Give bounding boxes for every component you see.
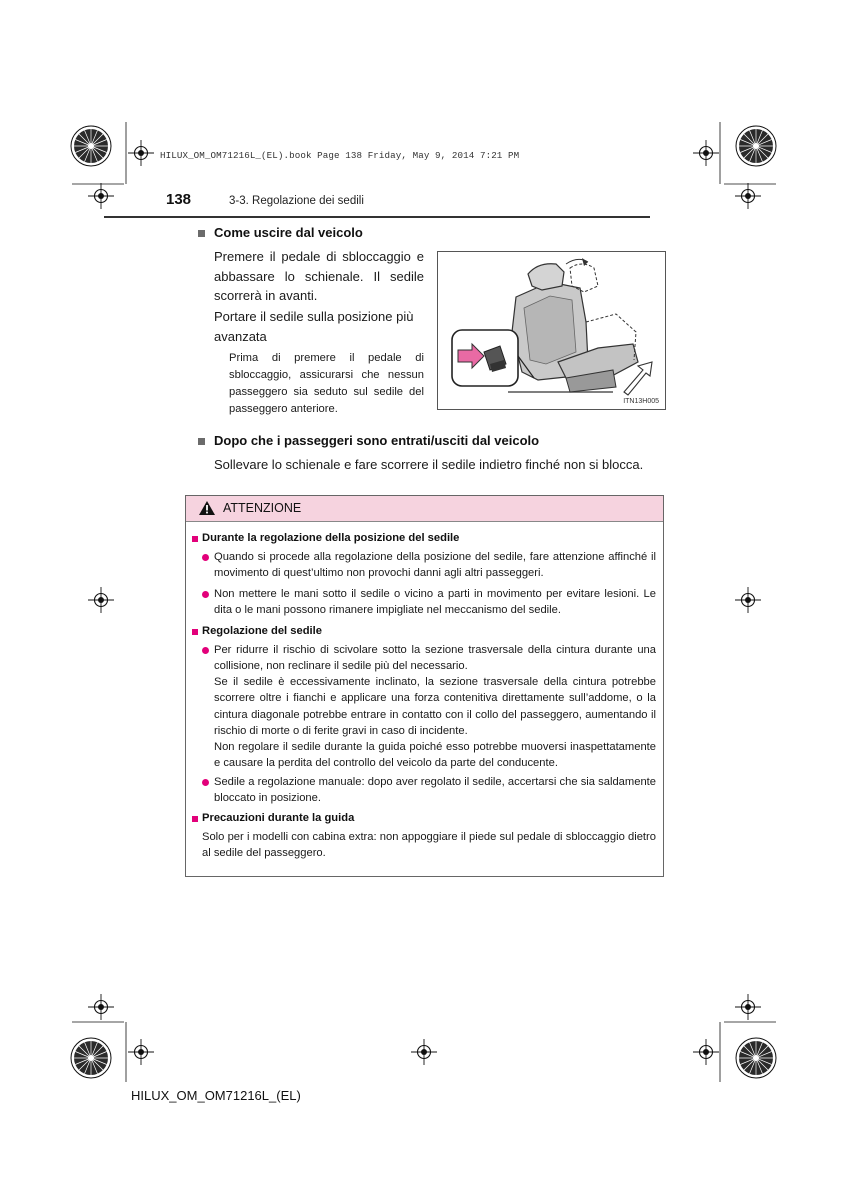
pink-bullet-icon	[202, 554, 209, 561]
pink-bullet-icon	[202, 591, 209, 598]
warning-s2-bullet-1-para-2: Se il sedile è eccessivamente inclinato, la sezione trasversale della cintura potrebbe scorrere oltre i fianchi e applicare una forza contenitiva direttamente sull’addome, o la cintura diagonale potrebbe entrare in contatto con il collo del passeggero, aumentando il rischio di morte o di ferite gravi in caso di incidente.	[214, 676, 656, 738]
pink-bullet-icon	[202, 779, 209, 786]
warning-s1-bullet-2: Non mettere le mani sotto il sedile o vicino a parti in movimento per evitare lesioni. Le dita o le mani possono rimanere impigliate nel meccanismo del sedile.	[214, 588, 656, 617]
warning-triangle-icon	[198, 500, 216, 516]
warning-s2-title: Regolazione del sedile	[202, 625, 322, 637]
exit-note: Prima di premere il pedale di sbloccaggio, assicurarsi che nessun passeggero sia seduto sul sedile del passeggero anteriore.	[229, 352, 424, 415]
warning-title: ATTENZIONE	[223, 501, 302, 515]
exit-paragraph-2: Portare il sedile sulla posizione più avanzata	[214, 309, 414, 344]
warning-s3-title: Precauzioni durante la guida	[202, 812, 355, 824]
warning-s2-bullet-1: Per ridurre il rischio di scivolare sotto la sezione trasversale della cintura durante una collisione, non reclinare il sedile più del necessario.	[214, 644, 656, 673]
pink-square-icon	[192, 536, 198, 542]
header-divider	[104, 216, 650, 218]
footer-code: HILUX_OM_OM71216L_(EL)	[131, 1088, 301, 1103]
section-title: 3-3. Regolazione dei sedili	[229, 195, 364, 207]
warning-s1-title: Durante la regolazione della posizione del sedile	[202, 532, 460, 544]
seat-illustration	[437, 251, 666, 410]
exit-paragraph-1: Premere il pedale di sbloccaggio e abbassare lo schienale. Il sedile scorrerà in avanti.	[214, 249, 424, 304]
pink-square-icon	[192, 816, 198, 822]
warning-s3-text: Solo per i modelli con cabina extra: non appoggiare il piede sul pedale di sbloccaggio dietro al sedile del passeggero.	[202, 831, 656, 860]
square-bullet-icon	[198, 230, 205, 237]
warning-box	[185, 495, 664, 877]
warning-s2-bullet-1-para-3: Non regolare il sedile durante la guida poiché esso potrebbe muoversi inaspettatamente e causare la perdita del controllo del veicolo da parte del conducente.	[214, 741, 656, 770]
pink-square-icon	[192, 629, 198, 635]
warning-header	[186, 496, 663, 522]
figure-code: ITN13H005	[623, 398, 659, 405]
seat-drawing	[438, 252, 665, 409]
after-heading: Dopo che i passeggeri sono entrati/usciti dal veicolo	[214, 433, 540, 448]
page-number: 138	[166, 191, 192, 208]
exit-heading: Come uscire dal veicolo	[214, 225, 363, 240]
after-text: Sollevare lo schienale e fare scorrere il sedile indietro finché non si blocca.	[214, 457, 644, 472]
warning-s2-bullet-2: Sedile a regolazione manuale: dopo aver regolato il sedile, accertarsi che sia saldamente bloccato in posizione.	[214, 776, 656, 805]
warning-s1-bullet-1: Quando si procede alla regolazione della posizione del sedile, fare attenzione affinché il movimento di quest’ultimo non provochi danni agli altri passeggeri.	[214, 551, 656, 580]
square-bullet-icon	[198, 438, 205, 445]
print-info-line: HILUX_OM_OM71216L_(EL).book Page 138 Friday, May 9, 2014 7:21 PM	[160, 150, 520, 161]
pink-bullet-icon	[202, 647, 209, 654]
